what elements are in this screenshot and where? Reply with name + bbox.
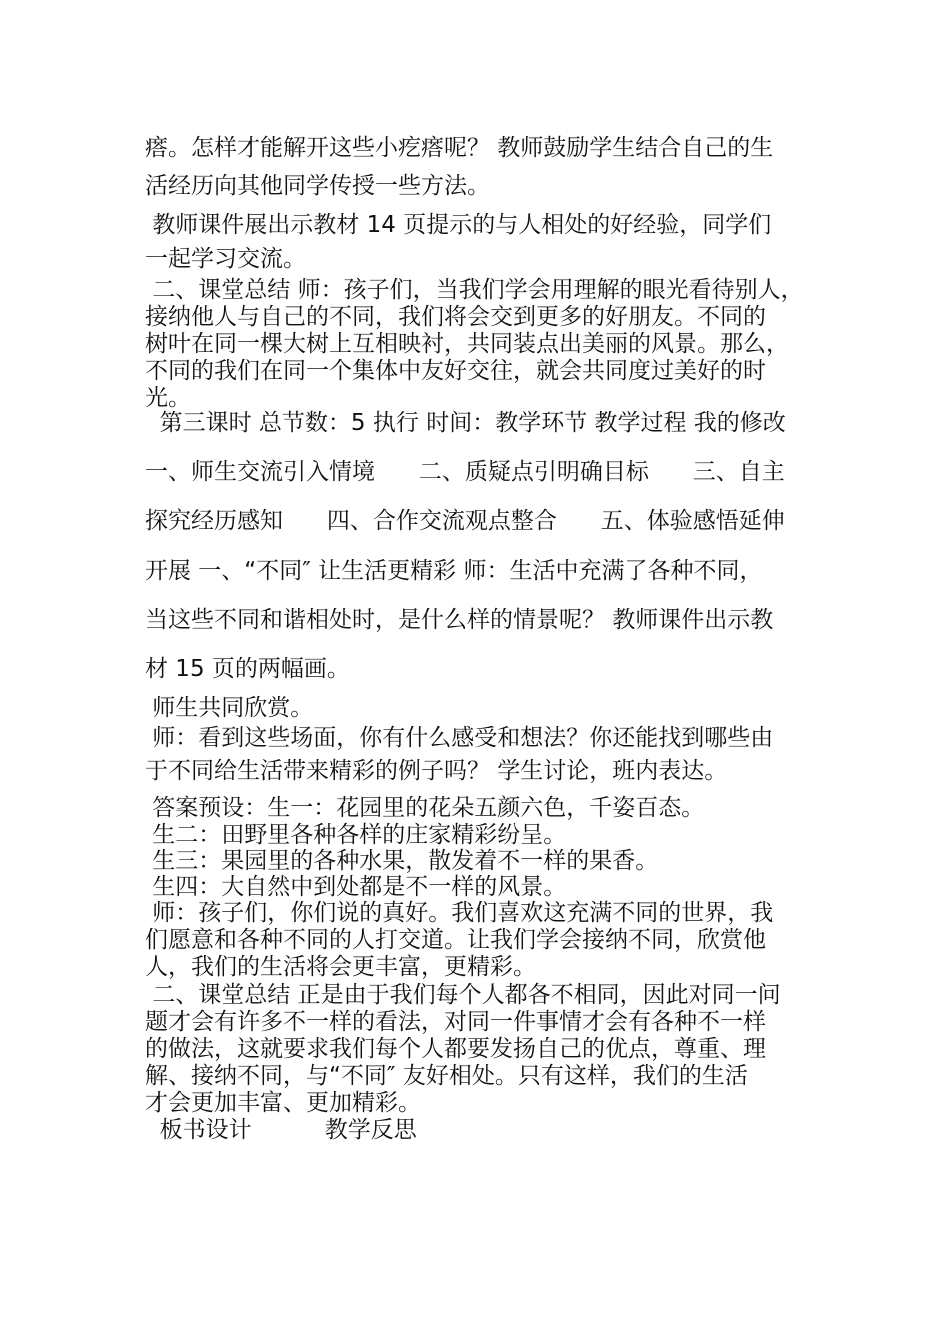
text-line: 活经历向其他同学传授一些方法。 — [145, 173, 490, 199]
text-line: 师生共同欣赏。 — [145, 695, 314, 721]
text-line: 探究经历感知 四、合作交流观点整合 五、体验感悟延伸 — [145, 508, 785, 534]
text-line: 二、课堂总结 正是由于我们每个人都各不相同，因此对同一问 — [145, 982, 781, 1008]
text-line: 瘩。怎样才能解开这些小疙瘩呢？ 教师鼓励学生结合自己的生 — [145, 135, 774, 161]
text-line: 当这些不同和谐相处时，是什么样的情景呢？ 教师课件出示教 — [145, 607, 774, 633]
text-line: 材 15 页的两幅画。 — [145, 656, 350, 682]
text-line: 一起学习交流。 — [145, 246, 306, 272]
text-line: 板书设计 教学反思 — [145, 1117, 417, 1143]
text-line: 生四：大自然中到处都是不一样的风景。 — [145, 874, 567, 900]
text-line: 光。 — [145, 385, 191, 411]
text-line: 一、师生交流引入情境 二、质疑点引明确目标 三、自主 — [145, 459, 785, 485]
text-line: 教师课件展出示教材 14 页提示的与人相处的好经验，同学们 — [145, 212, 772, 238]
text-line: 不同的我们在同一个集体中友好交往，就会共同度过美好的时 — [145, 358, 766, 384]
text-line: 二、课堂总结 师：孩子们，当我们学会用理解的眼光看待别人， — [145, 277, 804, 303]
text-line: 生二：田野里各种各样的庄家精彩纷呈。 — [145, 822, 567, 848]
text-line: 师：看到这些场面，你有什么感受和想法？你还能找到哪些由 — [145, 725, 774, 751]
text-line: 开展 一、“不同″ 让生活更精彩 师：生活中充满了各种不同， — [145, 558, 763, 584]
text-line: 们愿意和各种不同的人打交道。让我们学会接纳不同，欣赏他 — [145, 927, 766, 953]
text-line: 人，我们的生活将会更丰富，更精彩。 — [145, 954, 536, 980]
text-line: 解、接纳不同，与“不同″ 友好相处。只有这样，我们的生活 — [145, 1063, 748, 1089]
text-line: 树叶在同一棵大树上互相映衬，共同装点出美丽的风景。那么， — [145, 331, 789, 357]
text-line: 接纳他人与自己的不同，我们将会交到更多的好朋友。不同的 — [145, 304, 766, 330]
text-line: 答案预设：生一：花园里的花朵五颜六色，千姿百态。 — [145, 795, 705, 821]
text-line: 第三课时 总节数：5 执行 时间：教学环节 教学过程 我的修改 — [145, 410, 786, 436]
text-line: 才会更加丰富、更加精彩。 — [145, 1090, 421, 1116]
text-line: 生三：果园里的各种水果，散发着不一样的果香。 — [145, 848, 659, 874]
text-line: 师：孩子们，你们说的真好。我们喜欢这充满不同的世界，我 — [145, 900, 774, 926]
text-line: 题才会有许多不一样的看法，对同一件事情才会有各种不一样 — [145, 1009, 766, 1035]
text-line: 于不同给生活带来精彩的例子吗？ 学生讨论，班内表达。 — [145, 758, 728, 784]
text-line: 的做法，这就要求我们每个人都要发扬自己的优点，尊重、理 — [145, 1036, 766, 1062]
